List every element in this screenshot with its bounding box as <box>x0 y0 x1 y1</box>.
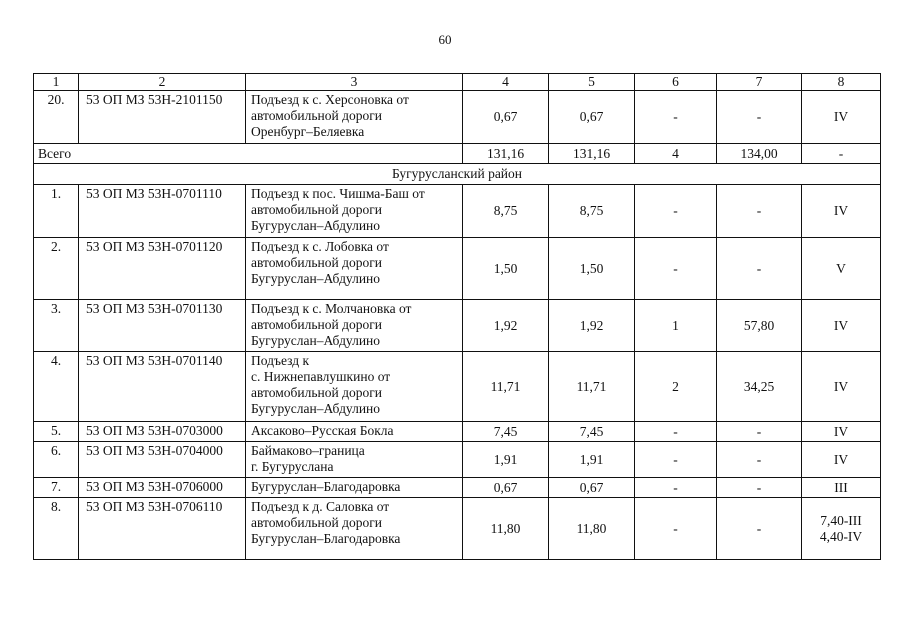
length-cell: 34,25 <box>717 352 802 422</box>
road-code: 53 ОП МЗ 53Н-0701130 <box>79 300 246 352</box>
row-number: 2. <box>34 238 79 300</box>
column-header: 8 <box>802 74 881 91</box>
road-code: 53 ОП МЗ 53Н-0703000 <box>79 422 246 442</box>
total-value: 131,16 <box>549 144 635 164</box>
row-number: 1. <box>34 185 79 238</box>
road-name: Аксаково–Русская Бокла <box>246 422 463 442</box>
total-value: 134,00 <box>717 144 802 164</box>
length-cell: - <box>717 498 802 560</box>
road-code: 53 ОП МЗ 53Н-0704000 <box>79 442 246 478</box>
column-header: 6 <box>635 74 717 91</box>
road-name: Подъезд к д. Саловка от автомобильной дороги Бугуруслан–Благодаровка <box>246 498 463 560</box>
table-row <box>34 442 881 478</box>
column-header: 3 <box>246 74 463 91</box>
category-cell: IV <box>802 91 881 144</box>
road-name: Подъезд к пос. Чишма-Баш от автомобильной дороги Бугуруслан–Абдулино <box>246 185 463 238</box>
length-cell: 1,91 <box>549 442 635 478</box>
road-code: 53 ОП МЗ 53Н-0701120 <box>79 238 246 300</box>
roads-table <box>33 73 881 560</box>
length-cell: 0,67 <box>463 91 549 144</box>
total-label: Всего <box>34 144 463 164</box>
length-cell: 11,71 <box>549 352 635 422</box>
total-row <box>34 144 881 164</box>
length-cell: 11,80 <box>549 498 635 560</box>
column-header: 2 <box>79 74 246 91</box>
category-cell: IV <box>802 352 881 422</box>
length-cell: - <box>717 478 802 498</box>
row-number: 3. <box>34 300 79 352</box>
category-cell: V <box>802 238 881 300</box>
road-name: Бугуруслан–Благодаровка <box>246 478 463 498</box>
road-code: 53 ОП МЗ 53Н-0701140 <box>79 352 246 422</box>
column-header: 7 <box>717 74 802 91</box>
category-cell: IV <box>802 442 881 478</box>
category-cell: 7,40-III 4,40-IV <box>802 498 881 560</box>
length-cell: - <box>717 442 802 478</box>
table-row <box>34 478 881 498</box>
column-header: 1 <box>34 74 79 91</box>
road-name: Подъезд к с. Нижнепавлушкино от автомобильной дороги Бугуруслан–Абдулино <box>246 352 463 422</box>
total-value: 131,16 <box>463 144 549 164</box>
length-cell: - <box>717 238 802 300</box>
length-cell: 0,67 <box>549 478 635 498</box>
table-header-row <box>34 74 881 91</box>
total-value: 4 <box>635 144 717 164</box>
length-cell: 1,92 <box>463 300 549 352</box>
length-cell: 0,67 <box>463 478 549 498</box>
district-row <box>34 164 881 185</box>
length-cell: 0,67 <box>549 91 635 144</box>
column-header: 5 <box>549 74 635 91</box>
count-cell: 1 <box>635 300 717 352</box>
table-row <box>34 238 881 300</box>
district-title: Бугурусланский район <box>34 164 881 185</box>
count-cell: - <box>635 442 717 478</box>
length-cell: - <box>717 185 802 238</box>
row-number: 6. <box>34 442 79 478</box>
category-cell: IV <box>802 300 881 352</box>
length-cell: 1,50 <box>463 238 549 300</box>
count-cell: - <box>635 185 717 238</box>
length-cell: 1,92 <box>549 300 635 352</box>
length-cell: 7,45 <box>463 422 549 442</box>
count-cell: - <box>635 91 717 144</box>
category-cell: III <box>802 478 881 498</box>
road-name: Баймаково–граница г. Бугуруслана <box>246 442 463 478</box>
length-cell: - <box>717 91 802 144</box>
count-cell: - <box>635 422 717 442</box>
road-name: Подъезд к с. Молчановка от автомобильной дороги Бугуруслан–Абдулино <box>246 300 463 352</box>
row-number: 8. <box>34 498 79 560</box>
category-cell: IV <box>802 185 881 238</box>
table-row <box>34 91 881 144</box>
table-row <box>34 352 881 422</box>
length-cell: 8,75 <box>463 185 549 238</box>
length-cell: - <box>717 422 802 442</box>
road-name: Подъезд к с. Херсоновка от автомобильной дороги Оренбург–Беляевка <box>246 91 463 144</box>
length-cell: 57,80 <box>717 300 802 352</box>
road-code: 53 ОП МЗ 53Н-0706110 <box>79 498 246 560</box>
count-cell: - <box>635 238 717 300</box>
category-cell: IV <box>802 422 881 442</box>
road-code: 53 ОП МЗ 53Н-0701110 <box>79 185 246 238</box>
length-cell: 11,80 <box>463 498 549 560</box>
road-name: Подъезд к с. Лобовка от автомобильной дороги Бугуруслан–Абдулино <box>246 238 463 300</box>
count-cell: - <box>635 478 717 498</box>
road-code: 53 ОП МЗ 53Н-0706000 <box>79 478 246 498</box>
length-cell: 7,45 <box>549 422 635 442</box>
row-number: 20. <box>34 91 79 144</box>
row-number: 4. <box>34 352 79 422</box>
page-number: 60 <box>438 32 452 47</box>
count-cell: - <box>635 498 717 560</box>
length-cell: 1,50 <box>549 238 635 300</box>
table-row <box>34 422 881 442</box>
column-header: 4 <box>463 74 549 91</box>
road-code: 53 ОП МЗ 53Н-2101150 <box>79 91 246 144</box>
table-row <box>34 498 881 560</box>
length-cell: 11,71 <box>463 352 549 422</box>
length-cell: 8,75 <box>549 185 635 238</box>
row-number: 7. <box>34 478 79 498</box>
total-value: - <box>802 144 881 164</box>
table-row <box>34 300 881 352</box>
row-number: 5. <box>34 422 79 442</box>
table-row <box>34 185 881 238</box>
count-cell: 2 <box>635 352 717 422</box>
length-cell: 1,91 <box>463 442 549 478</box>
